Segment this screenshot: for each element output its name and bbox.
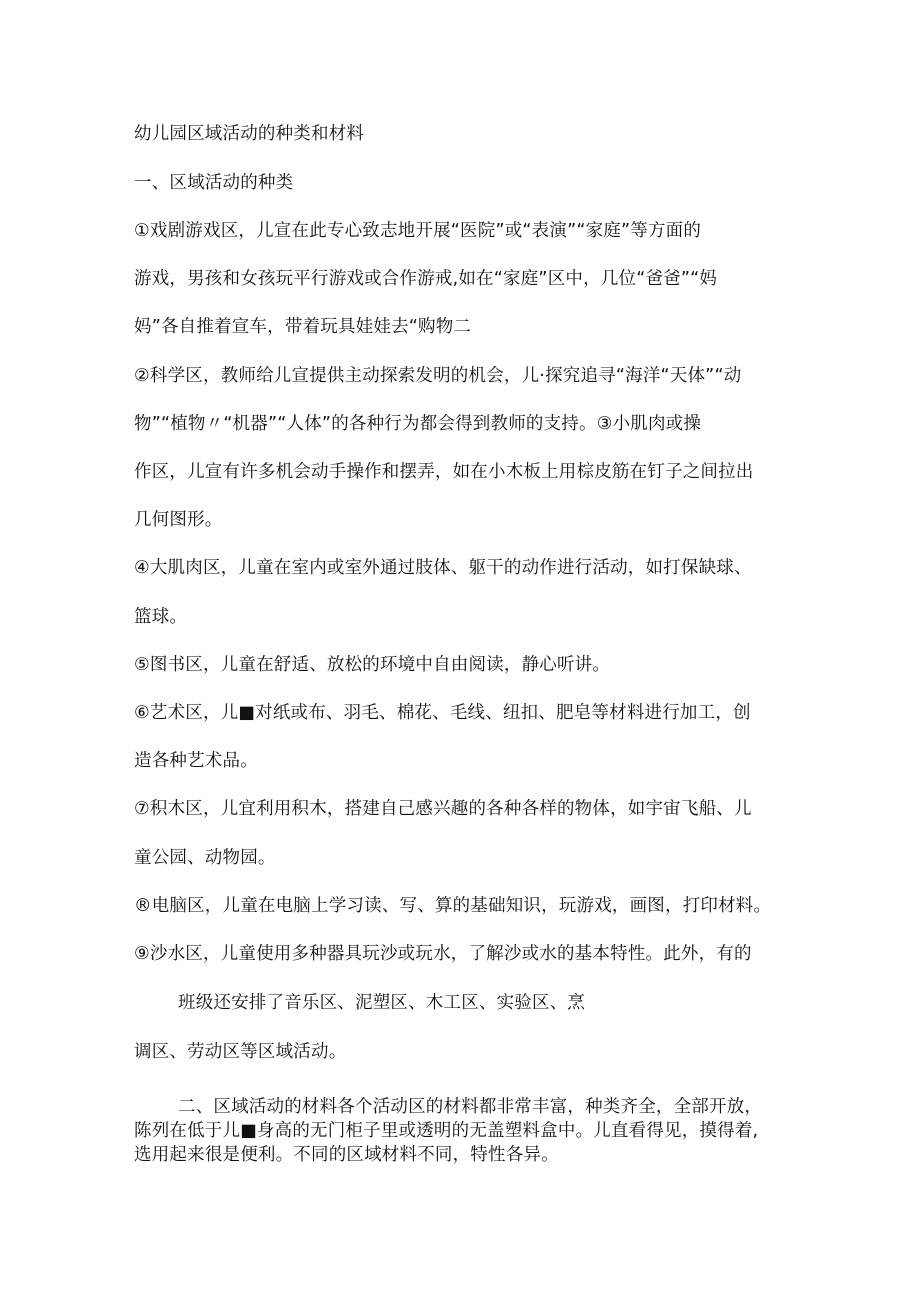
paragraph-line: 童公园、动物园。	[134, 848, 276, 868]
paragraph-line: 陈列在低于儿■身高的无门柜子里或透明的无盖塑料盒中。儿直看得见，摸得着,	[134, 1121, 759, 1141]
paragraph-line: ④大肌肉区，儿童在室内或室外通过肢体、躯干的动作进行活动，如打保缺球、	[134, 558, 752, 578]
paragraph-line: 造各种艺术品。	[134, 751, 258, 771]
section-heading: 一、区域活动的种类	[134, 173, 294, 193]
paragraph-line: ⑨沙水区，儿童使用多种器具玩沙或玩水，了解沙或水的基本特性。此外，有的	[134, 944, 752, 964]
paragraph-line: 二、区域活动的材料各个活动区的材料都非常丰富，种类齐全，全部开放，	[178, 1097, 763, 1117]
paragraph-line: 妈”各自推着宣车，带着玩具娃娃去“购物二	[134, 317, 472, 337]
paragraph-line: 游戏，男孩和女孩玩平行游戏或合作游戒,如在“家庭”区中，几位“爸爸”“妈	[134, 269, 718, 289]
paragraph-line: ①戏剧游戏区，儿宣在此专心致志地开展“医院”或“表演”“家庭”等方面的	[134, 221, 702, 241]
paragraph-line: ②科学区，教师给儿宣提供主动探索发明的机会，儿·探究追寻“海洋“天体”“动	[134, 366, 742, 386]
paragraph-line: 几何图形。	[134, 510, 223, 530]
paragraph-line: 物”“植物〃“机器”“人体”的各种行为都会得到教师的支持。③小肌肉或操	[134, 414, 702, 434]
paragraph-line: 篮球。	[134, 607, 188, 627]
paragraph-line: ®电脑区，儿童在电脑上学习读、写、算的基础知识，玩游戏，画图，打印材料。	[134, 896, 772, 916]
paragraph-line: 作区，儿宣有许多机会动手操作和摆弄，如在小木板上用棕皮筋在钉子之间拉出	[134, 462, 754, 482]
paragraph-line: 班级还安排了音乐区、泥塑区、木工区、实验区、烹	[178, 993, 586, 1013]
paragraph-line: ⑤图书区，儿童在舒适、放松的环境中自由阅读，静心听讲。	[134, 655, 611, 675]
paragraph-line: 调区、劳动区等区域活动。	[134, 1042, 347, 1062]
paragraph-line: 选用起来很是便利。不同的区域材料不同，特性各异。	[134, 1145, 559, 1165]
paragraph-line: ⑦积木区，儿宜利用积木，搭建自己感兴趣的各种各样的物体，如宇宙飞船、儿	[134, 799, 752, 819]
document-title: 幼儿园区域活动的种类和材料	[134, 124, 365, 144]
paragraph-line: ⑥艺术区，儿■对纸或布、羽毛、棉花、毛线、纽扣、肥皂等材料进行加工，创	[134, 703, 751, 723]
